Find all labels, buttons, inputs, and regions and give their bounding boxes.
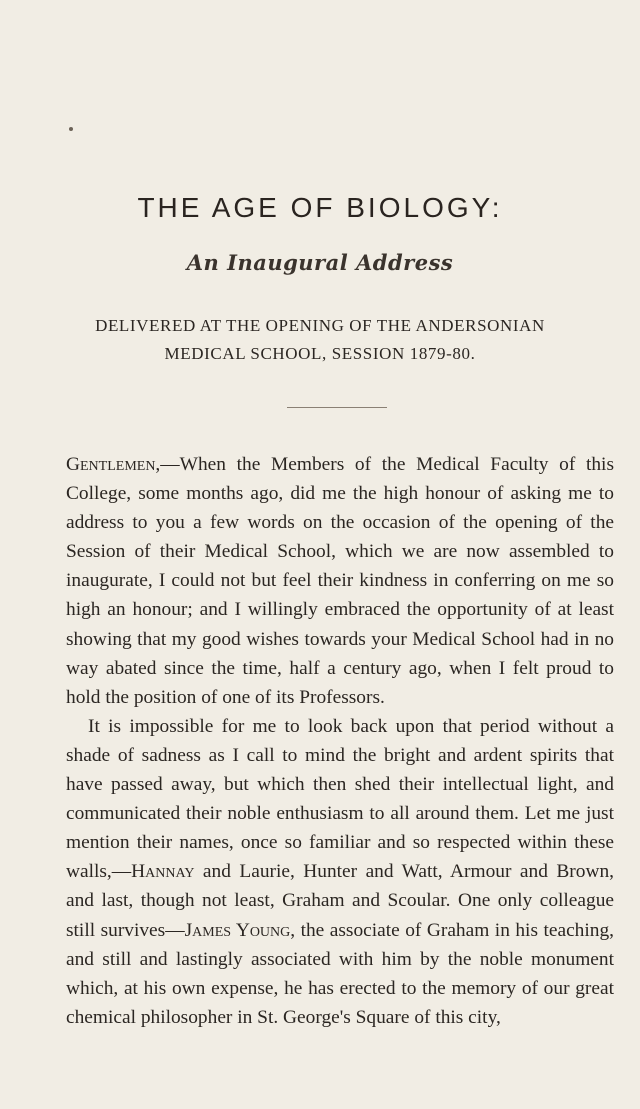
delivered-line-2: MEDICAL SCHOOL, SESSION 1879-80.	[164, 344, 476, 363]
paragraph-2-part-2: and Laurie, Hunter and Watt, Armour and Brown, and last, though not least, Graham and Scoular. One only colleague still survives—	[66, 861, 614, 941]
ink-speck	[69, 127, 73, 131]
paragraph-2	[66, 712, 614, 1032]
section-divider	[287, 407, 387, 408]
salutation: Gentlemen,	[66, 454, 161, 475]
page-title: THE AGE OF BIOLOGY:	[137, 192, 503, 223]
paragraph-2-part-1: It is impossible for me to look back upon that period without a shade of sadness as I call to mind the bright and ardent spirits that have passed away, but which then shed their intellectual light, and communicated their noble enthusiasm to all around them. Let me just mention their names, once so familiar and so respected within these walls,—	[66, 715, 614, 883]
paragraph-2-part-3: , the associate of Graham in his teaching, and still and lastingly associated with him by the noble monument which, at his own expense, he has erected to the memory of our great chemical philosopher in St. George's Square of this city,	[66, 919, 615, 1028]
delivered-line-1: DELIVERED AT THE OPENING OF THE ANDERSONIAN	[95, 316, 545, 335]
delivered-note	[40, 312, 600, 368]
name-james-young: James Young	[184, 919, 291, 941]
page-subtitle: An Inaugural Address	[186, 250, 454, 275]
body-text	[66, 450, 614, 1032]
paragraph-1-text: —When the Members of the Medical Faculty of this College, some months ago, did me the high honour of asking me to address to you a few words on the occasion of the opening of the Session of their Medical School, which we are now assembled to inaugurate, I could not but feel their kindness in conferring on me so high an honour; and I willingly embraced the opportunity of at least showing that my good wishes towards your Medical School had in no way abated since the time, half a century ago, when I felt proud to hold the position of one of its Professors.	[66, 454, 614, 708]
name-hannay: Hannay	[131, 861, 195, 883]
paragraph-1	[66, 450, 614, 712]
